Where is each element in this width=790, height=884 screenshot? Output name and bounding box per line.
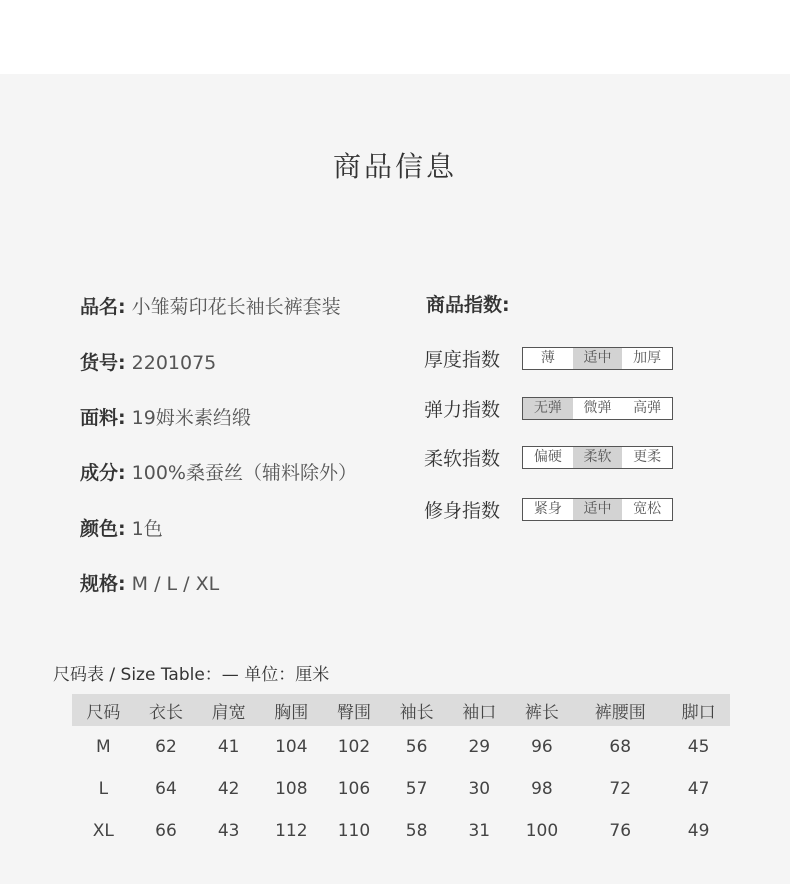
table-cell: 98 xyxy=(531,779,553,799)
spec-sizes xyxy=(80,569,219,596)
scale-option: 高弹 xyxy=(633,400,662,416)
table-row xyxy=(72,726,730,768)
table-cell: 30 xyxy=(468,779,491,799)
size-table xyxy=(72,694,730,852)
spec-composition xyxy=(80,458,357,485)
scale-option: 薄 xyxy=(540,350,555,366)
table-row xyxy=(72,810,730,852)
table-cell: 100 xyxy=(525,821,559,841)
spec-item-no xyxy=(80,348,216,375)
index-label: 厚度指数 xyxy=(424,349,501,371)
header-cell: 臀围 xyxy=(323,694,386,726)
index-label: 弹力指数 xyxy=(424,399,501,421)
spec-name xyxy=(80,292,341,319)
spec-value: 19姆米素绉缎 xyxy=(131,407,251,429)
size-table-caption: 尺码表 / Size Table：— 单位：厘米 xyxy=(53,665,330,685)
spec-key: 品名: xyxy=(80,296,126,318)
scale-option: 微弹 xyxy=(583,400,612,416)
header-cell: 袖口 xyxy=(448,694,511,726)
table-cell: 96 xyxy=(531,737,553,757)
header-cell: 袖长 xyxy=(385,694,448,726)
spec-key: 规格: xyxy=(80,573,126,595)
spec-value: 1色 xyxy=(131,518,163,540)
table-cell: 45 xyxy=(687,737,710,757)
spec-key: 颜色: xyxy=(80,518,126,540)
scale-option: 偏硬 xyxy=(533,449,562,465)
spec-value: M / L / XL xyxy=(131,573,220,595)
header-cell: 胸围 xyxy=(260,694,323,726)
table-cell: 112 xyxy=(275,821,308,841)
table-cell: 72 xyxy=(609,779,632,799)
table-cell: M xyxy=(95,737,111,757)
table-cell: 76 xyxy=(609,821,632,841)
table-cell: 108 xyxy=(275,779,308,799)
spec-value: 100%桑蚕丝（辅料除外） xyxy=(131,462,357,484)
table-cell: 106 xyxy=(337,779,371,799)
index-scale xyxy=(522,397,673,420)
scale-option: 柔软 xyxy=(573,447,623,468)
spec-key: 成分: xyxy=(80,462,126,484)
scale-option: 适中 xyxy=(573,348,623,369)
scale-option: 紧身 xyxy=(533,501,562,517)
header-cell: 尺码 xyxy=(72,694,135,726)
table-cell: 31 xyxy=(468,821,491,841)
index-title: 商品指数: xyxy=(426,294,510,316)
spec-key: 面料: xyxy=(80,407,126,429)
table-cell: 66 xyxy=(155,821,177,841)
table-cell: L xyxy=(98,779,109,799)
table-cell: 42 xyxy=(217,779,240,799)
table-cell: XL xyxy=(92,821,114,841)
table-cell: 43 xyxy=(217,821,240,841)
scale-option: 更柔 xyxy=(633,449,662,465)
index-scale xyxy=(522,498,673,521)
scale-option: 无弹 xyxy=(523,398,573,419)
table-cell: 29 xyxy=(468,737,491,757)
header-cell: 裤腰围 xyxy=(573,694,667,726)
spec-fabric xyxy=(80,403,251,430)
table-cell: 41 xyxy=(217,737,240,757)
size-table-header xyxy=(72,694,730,726)
table-cell: 64 xyxy=(155,779,177,799)
header-cell: 脚口 xyxy=(667,694,730,726)
index-scale xyxy=(522,446,673,469)
table-row xyxy=(72,768,730,810)
page-title: 商品信息 xyxy=(332,150,457,183)
table-cell: 62 xyxy=(155,737,177,757)
header-cell: 肩宽 xyxy=(197,694,260,726)
scale-option: 加厚 xyxy=(633,350,662,366)
spec-value: 2201075 xyxy=(131,352,217,374)
spec-color xyxy=(80,514,163,541)
table-cell: 110 xyxy=(337,821,371,841)
table-cell: 102 xyxy=(337,737,371,757)
header-cell: 衣长 xyxy=(135,694,198,726)
spec-key: 货号: xyxy=(80,352,126,374)
header-cell: 裤长 xyxy=(511,694,574,726)
table-cell: 57 xyxy=(405,779,428,799)
table-cell: 56 xyxy=(405,737,428,757)
scale-option: 适中 xyxy=(573,499,623,520)
spec-value: 小雏菊印花长袖长裤套装 xyxy=(131,296,341,318)
table-cell: 68 xyxy=(609,737,632,757)
table-cell: 58 xyxy=(405,821,428,841)
index-label: 修身指数 xyxy=(424,500,501,522)
table-cell: 49 xyxy=(687,821,710,841)
table-cell: 104 xyxy=(275,737,308,757)
index-label: 柔软指数 xyxy=(424,448,501,470)
table-cell: 47 xyxy=(687,779,710,799)
scale-option: 宽松 xyxy=(633,501,662,517)
index-scale xyxy=(522,347,673,370)
